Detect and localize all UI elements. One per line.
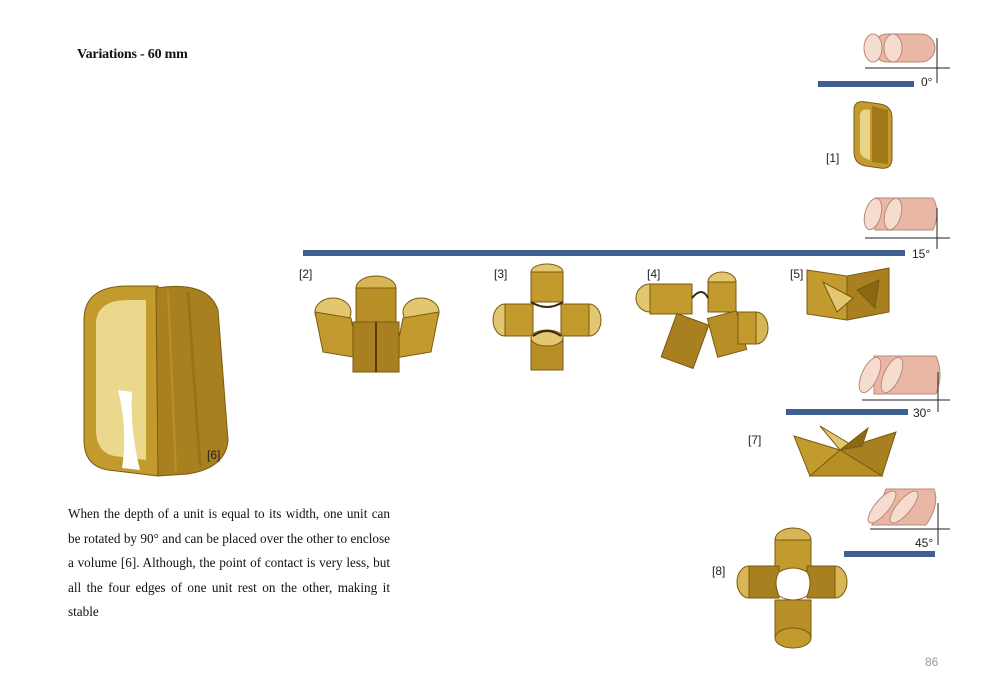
body-paragraph: When the depth of a unit is equal to its width, one unit can be rotated by 90° and can be placed over the other to enclose a volume [6]. Although, the point of contact is very less, but all the four edges of one unit rest on the other, making it stable: [68, 506, 390, 619]
tube-diagram-45deg: [862, 485, 950, 545]
angle-bar-0: [818, 81, 914, 87]
figure-label-4: [4]: [647, 267, 661, 281]
angle-bar-30: [786, 409, 908, 415]
figure-label-7: [7]: [748, 433, 762, 447]
page-number: 86: [925, 655, 939, 669]
bamboo-unit-figure-7: [790, 420, 900, 480]
bamboo-cluster-figure-2: [303, 272, 453, 382]
figure-label-2: [2]: [299, 267, 313, 281]
bamboo-unit-figure-1: [848, 98, 898, 173]
figure-label-6: [6]: [207, 448, 221, 462]
angle-label-30: 30°: [913, 406, 932, 420]
angle-label-15: 15°: [912, 247, 931, 261]
figure-label-1: [1]: [826, 151, 840, 165]
angle-bar-15: [303, 250, 905, 256]
figure-label-5: [5]: [790, 267, 804, 281]
tube-diagram-15deg: [855, 194, 950, 249]
tube-diagram-0deg: [855, 28, 950, 83]
angle-label-45: 45°: [915, 536, 934, 550]
figure-label-8: [8]: [712, 564, 726, 578]
angle-bar-45: [844, 551, 935, 557]
figure-label-3: [3]: [494, 267, 508, 281]
page-title: Variations - 60 mm: [77, 47, 188, 62]
bamboo-cluster-figure-4: [630, 268, 775, 383]
bamboo-cluster-figure-8: [733, 520, 848, 650]
bamboo-cluster-figure-3: [487, 262, 607, 382]
angle-label-0: 0°: [921, 75, 933, 89]
bamboo-unit-figure-5: [803, 262, 893, 322]
tube-diagram-30deg: [852, 352, 950, 412]
